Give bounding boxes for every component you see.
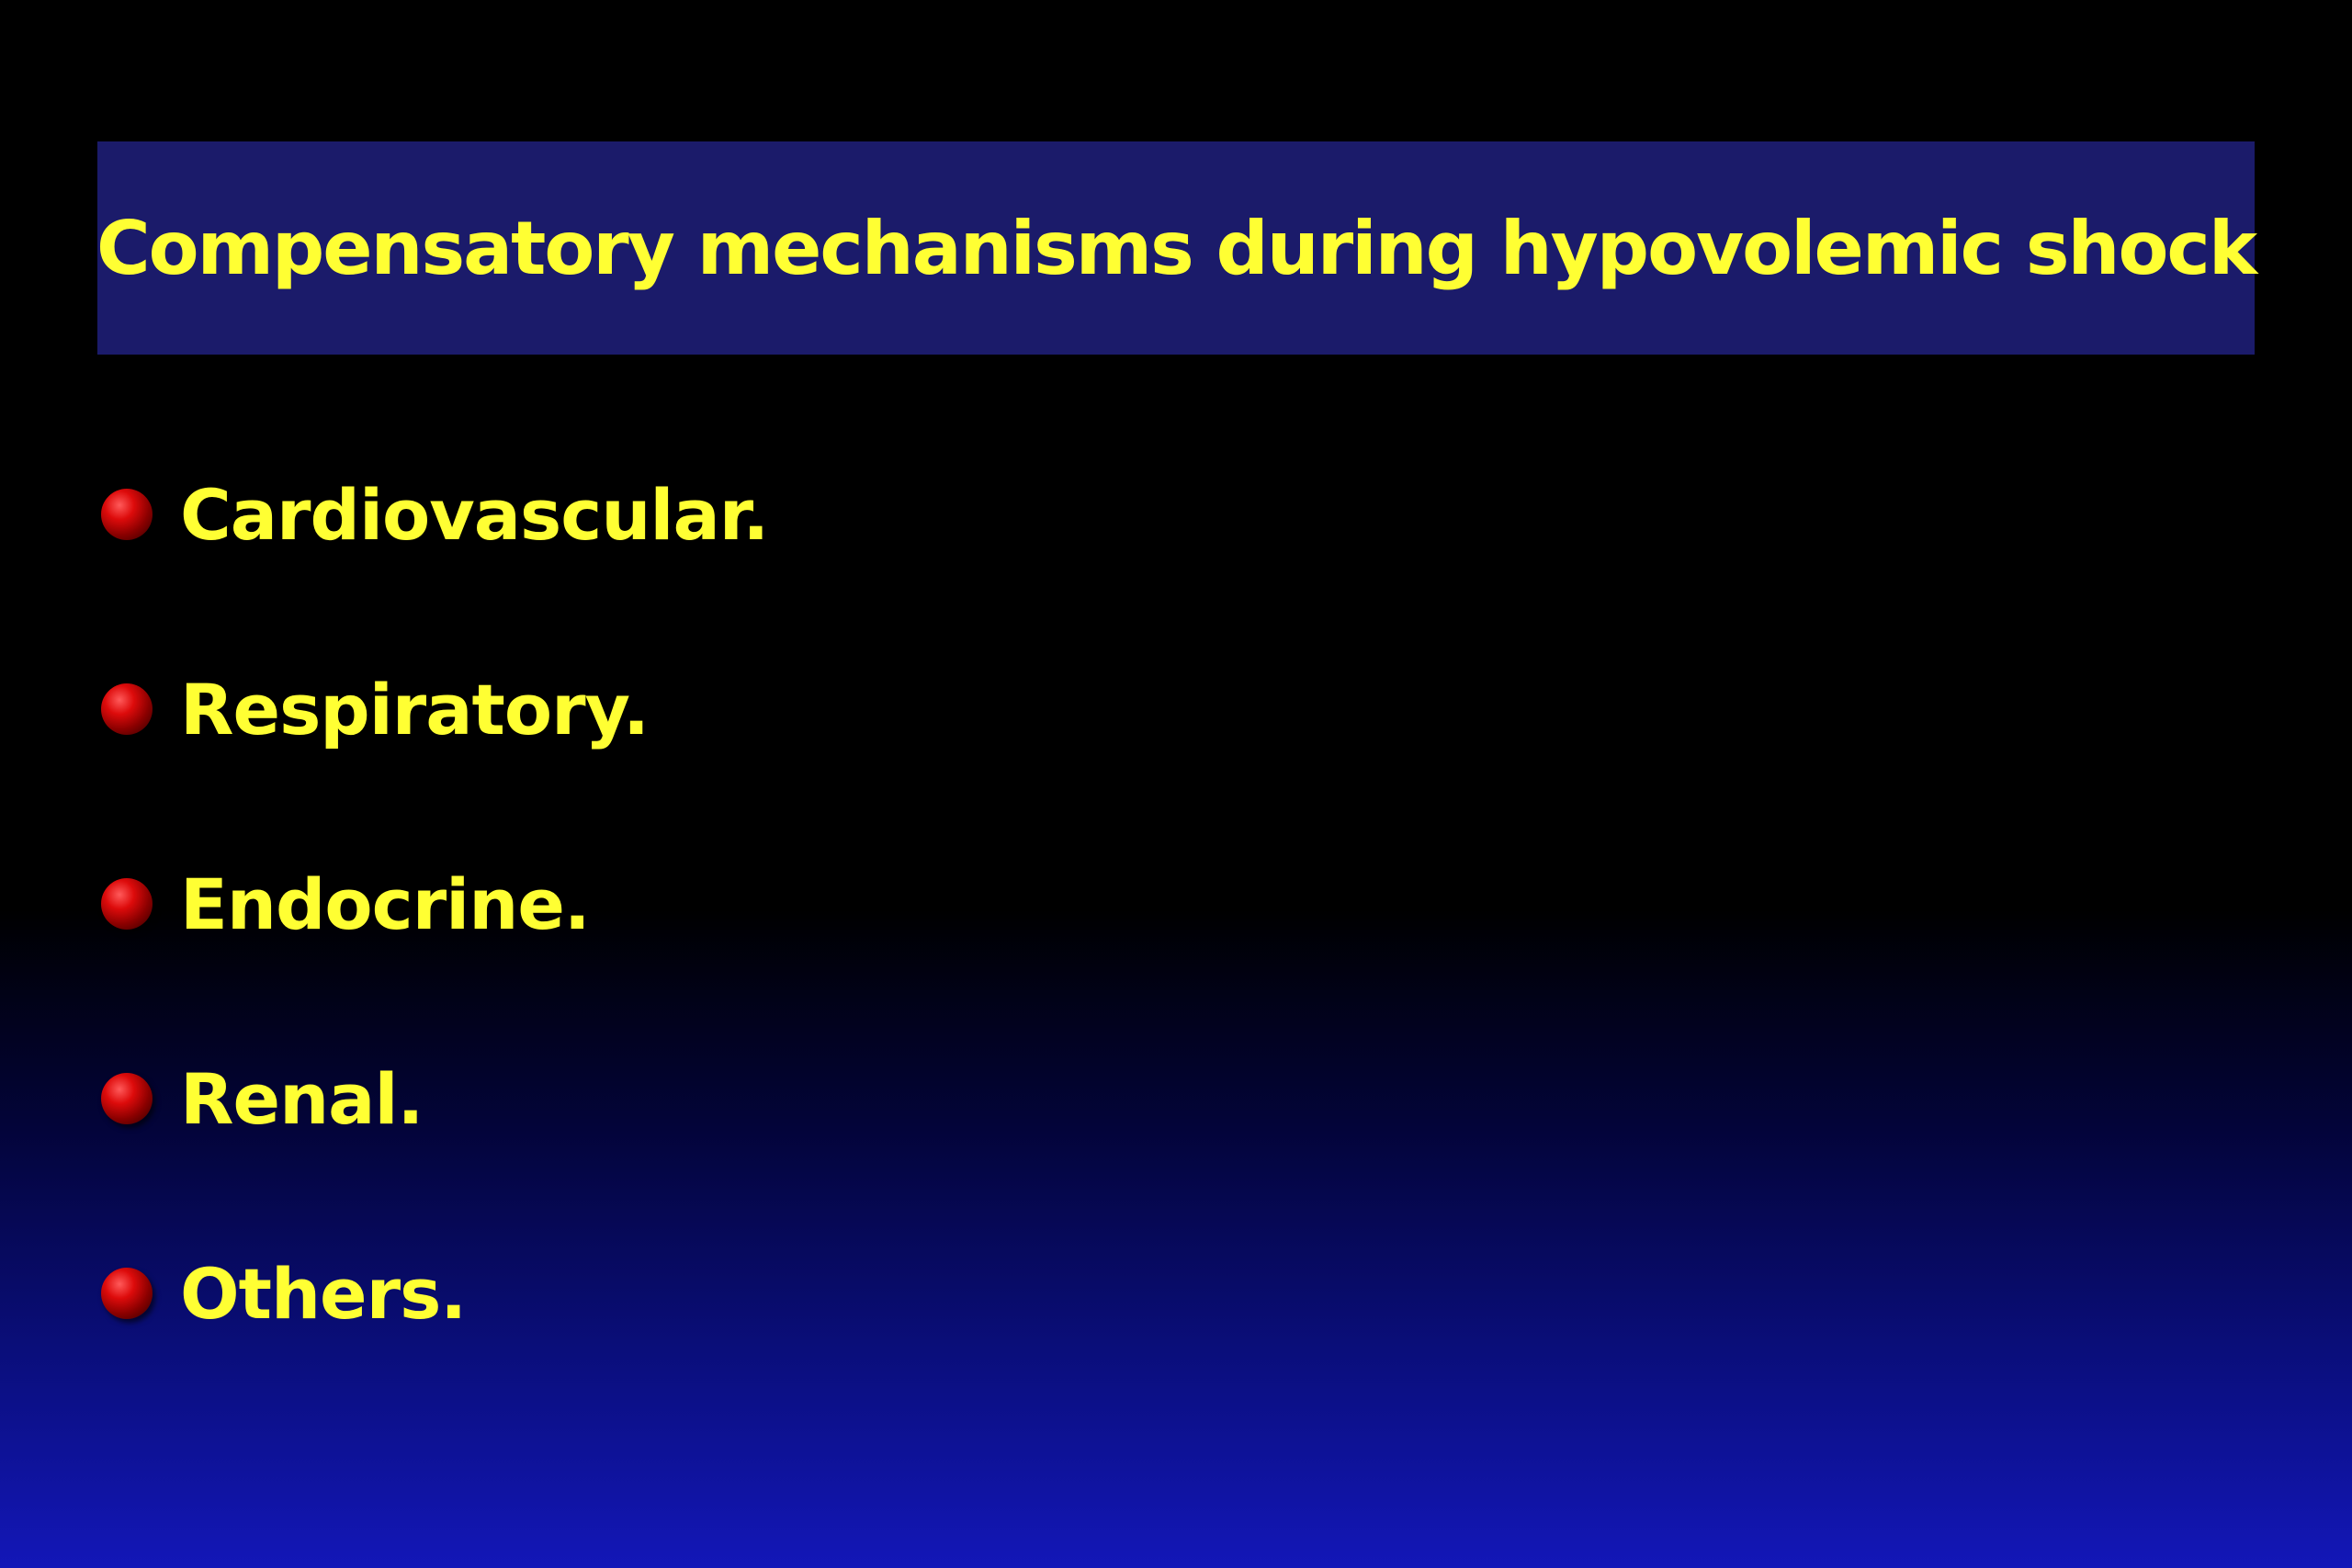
- bullet-item-respiratory: [101, 654, 649, 764]
- title-box: [97, 141, 2255, 355]
- slide-title: Compensatory mechanisms during hypovolemic shock: [96, 205, 2256, 291]
- bullet-label: Endocrine.: [180, 863, 590, 945]
- bullet-item-renal: [101, 1043, 423, 1154]
- bullet-label: Cardiovascular.: [180, 473, 769, 556]
- bullet-label: Renal.: [180, 1057, 424, 1140]
- red-sphere-bullet-icon: [101, 489, 153, 540]
- red-sphere-bullet-icon: [101, 1073, 153, 1124]
- red-sphere-bullet-icon: [101, 1268, 153, 1319]
- bullet-item-cardiovascular: [101, 459, 768, 570]
- bullet-item-endocrine: [101, 849, 590, 959]
- bullet-label: Respiratory.: [180, 668, 649, 750]
- bullet-item-others: [101, 1238, 466, 1348]
- bullet-label: Others.: [180, 1252, 467, 1335]
- red-sphere-bullet-icon: [101, 683, 153, 735]
- red-sphere-bullet-icon: [101, 878, 153, 930]
